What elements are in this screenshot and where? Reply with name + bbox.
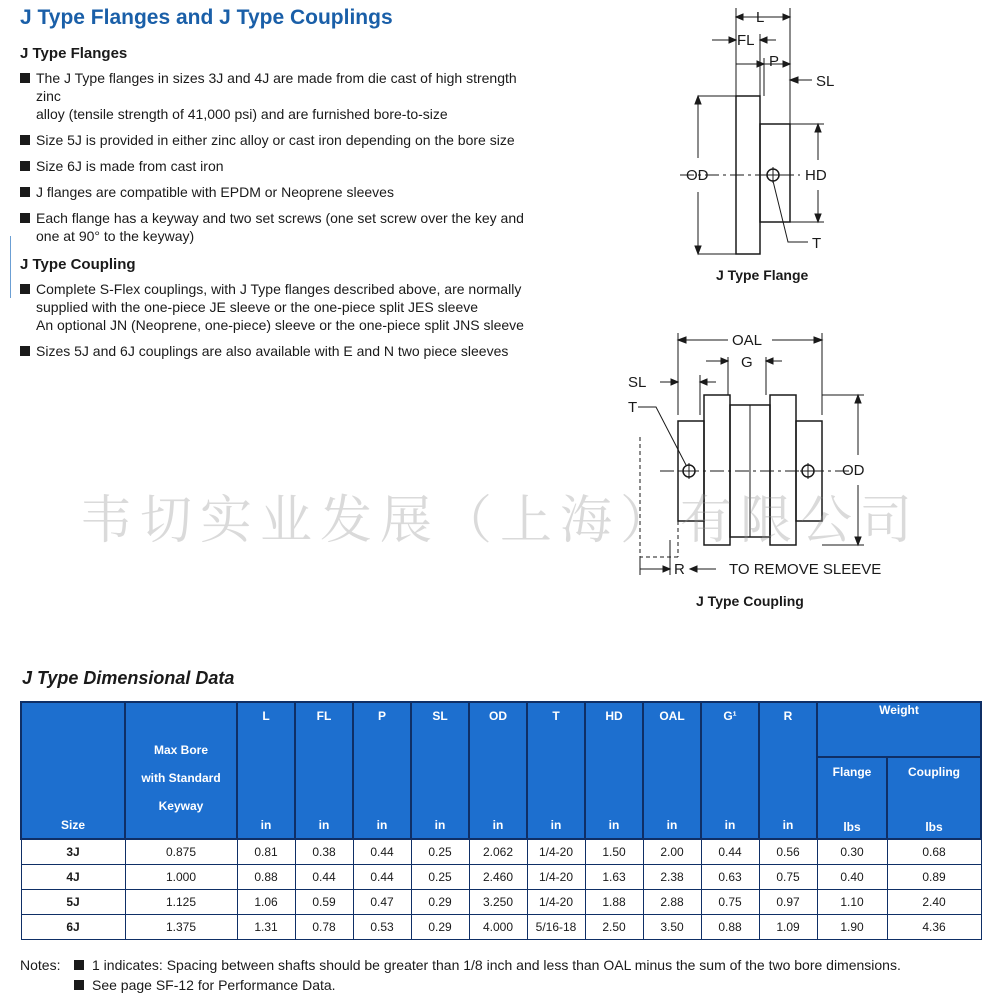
dim-label-T: T — [812, 235, 822, 252]
table-cell: 0.56 — [759, 839, 817, 865]
size-cell: 3J — [21, 839, 125, 865]
remove-sleeve-label: TO REMOVE SLEEVE — [729, 561, 882, 578]
table-cell: 0.97 — [759, 890, 817, 915]
dim-label-coupling-OD: OD — [842, 462, 865, 479]
flanges-bullet-list — [20, 69, 540, 253]
table-cell: 0.44 — [295, 865, 353, 890]
bullet-square — [20, 213, 30, 223]
table-cell: 0.44 — [353, 865, 411, 890]
table-cell: 0.53 — [353, 915, 411, 940]
table-cell: 3.250 — [469, 890, 527, 915]
dim-label-FL: FL — [737, 32, 755, 49]
dimensional-data-table — [20, 701, 982, 940]
table-row — [21, 890, 981, 915]
bullet-item — [20, 131, 540, 149]
bullet-square — [20, 161, 30, 171]
header-R: R in — [759, 702, 817, 839]
header-size: Size — [21, 702, 125, 839]
bullet-text: Sizes 5J and 6J couplings are also available with E and N two piece sleeves — [36, 343, 509, 359]
bullet-text: supplied with the one-piece JE sleeve or the one-piece split JES sleeve — [36, 299, 479, 315]
table-cell: 1.375 — [125, 915, 237, 940]
bullet-text: Each flange has a keyway and two set screws (one set screw over the key and — [36, 210, 524, 226]
table-cell: 0.40 — [817, 865, 887, 890]
header-L: L in — [237, 702, 295, 839]
bullet-text: one at 90° to the keyway) — [36, 228, 195, 244]
table-cell: 2.00 — [643, 839, 701, 865]
header-weight: Weight — [817, 702, 981, 757]
bullet-text: alloy (tensile strength of 41,000 psi) and are furnished bore-to-size — [36, 106, 448, 122]
table-cell: 0.25 — [411, 839, 469, 865]
table-row — [21, 839, 981, 865]
table-cell: 0.63 — [701, 865, 759, 890]
table-cell: 0.29 — [411, 915, 469, 940]
watermark: 韦切实业发展（上海）有限公司 — [79, 491, 920, 551]
table-cell: 1/4-20 — [527, 839, 585, 865]
table-cell: 1.000 — [125, 865, 237, 890]
bullet-text: Size 6J is made from cast iron — [36, 158, 224, 174]
flange-diagram-caption: J Type Flange — [716, 267, 809, 283]
table-cell: 5/16-18 — [527, 915, 585, 940]
dim-label-P: P — [769, 53, 780, 70]
header-weight-coupling: Coupling lbs — [887, 757, 981, 839]
header-HD: HD in — [585, 702, 643, 839]
table-cell: 1.06 — [237, 890, 295, 915]
table-cell: 0.25 — [411, 865, 469, 890]
table-cell: 1.09 — [759, 915, 817, 940]
table-cell: 2.50 — [585, 915, 643, 940]
table-cell: 2.062 — [469, 839, 527, 865]
header-weight-flange: Flange lbs — [817, 757, 887, 839]
notes-label: Notes: — [20, 957, 61, 973]
bullet-square — [20, 346, 30, 356]
table-cell: 0.59 — [295, 890, 353, 915]
table-cell: 0.30 — [817, 839, 887, 865]
table-cell: 0.78 — [295, 915, 353, 940]
table-cell: 0.88 — [701, 915, 759, 940]
table-cell: 0.44 — [353, 839, 411, 865]
flange-diagram — [660, 0, 860, 300]
table-cell: 1.125 — [125, 890, 237, 915]
dim-label-OD: OD — [686, 167, 709, 184]
dim-label-OAL: OAL — [732, 332, 763, 349]
header-max-bore: Max Bore with Standard Keyway — [125, 702, 237, 839]
table-cell: 1.63 — [585, 865, 643, 890]
table-cell: 0.875 — [125, 839, 237, 865]
table-cell: 2.460 — [469, 865, 527, 890]
header-SL: SL in — [411, 702, 469, 839]
table-cell: 4.000 — [469, 915, 527, 940]
dim-label-coupling-SL: SL — [628, 374, 647, 391]
size-cell: 5J — [21, 890, 125, 915]
bullet-item — [20, 69, 540, 123]
coupling-heading: J Type Coupling — [20, 256, 136, 273]
header-G: G¹ in — [701, 702, 759, 839]
table-cell: 1.10 — [817, 890, 887, 915]
note-item: See page SF-12 for Performance Data. — [20, 975, 901, 995]
table-cell: 2.38 — [643, 865, 701, 890]
bullet-item — [20, 280, 540, 334]
bullet-text: Complete S-Flex couplings, with J Type flanges described above, are normally — [36, 281, 522, 297]
table-cell: 0.47 — [353, 890, 411, 915]
dim-label-G: G — [741, 354, 753, 371]
table-cell: 0.75 — [759, 865, 817, 890]
table-cell: 0.38 — [295, 839, 353, 865]
header-T: T in — [527, 702, 585, 839]
table-row — [21, 915, 981, 940]
header-P: P in — [353, 702, 411, 839]
table-cell: 0.81 — [237, 839, 295, 865]
table-cell: 4.36 — [887, 915, 981, 940]
header-OD: OD in — [469, 702, 527, 839]
header-FL: FL in — [295, 702, 353, 839]
table-cell: 0.88 — [237, 865, 295, 890]
note-item: 1 indicates: Spacing between shafts should be greater than 1/8 inch and less than OAL minus the sum of the two bore dimensions. — [20, 955, 901, 975]
bullet-square — [20, 73, 30, 83]
table-cell: 0.44 — [701, 839, 759, 865]
margin-marker — [10, 236, 11, 298]
dim-label-HD: HD — [805, 167, 827, 184]
page-title: J Type Flanges and J Type Couplings — [20, 6, 393, 29]
table-cell: 1/4-20 — [527, 890, 585, 915]
table-cell: 1.50 — [585, 839, 643, 865]
flanges-heading: J Type Flanges — [20, 45, 128, 62]
bullet-item — [20, 342, 540, 360]
bullet-square — [20, 135, 30, 145]
table-cell: 0.29 — [411, 890, 469, 915]
dim-label-coupling-T: T — [628, 399, 638, 416]
bullet-text: An optional JN (Neoprene, one-piece) sleeve or the one-piece split JNS sleeve — [36, 317, 524, 333]
table-cell: 0.75 — [701, 890, 759, 915]
bullet-text: J flanges are compatible with EPDM or Neoprene sleeves — [36, 184, 394, 200]
size-cell: 4J — [21, 865, 125, 890]
size-cell: 6J — [21, 915, 125, 940]
table-cell: 0.89 — [887, 865, 981, 890]
table-cell: 2.88 — [643, 890, 701, 915]
bullet-item — [20, 209, 540, 245]
coupling-diagram-caption: J Type Coupling — [696, 593, 804, 609]
table-cell: 3.50 — [643, 915, 701, 940]
dim-label-R: R — [674, 561, 685, 578]
dim-label-SL: SL — [816, 73, 835, 90]
header-OAL: OAL in — [643, 702, 701, 839]
bullet-text: The J Type flanges in sizes 3J and 4J are made from die cast of high strength zinc — [36, 70, 517, 104]
bullet-item — [20, 157, 540, 175]
table-cell: 2.40 — [887, 890, 981, 915]
table-cell: 1.90 — [817, 915, 887, 940]
table-title: J Type Dimensional Data — [22, 668, 235, 688]
coupling-bullet-list — [20, 280, 540, 368]
bullet-item — [20, 183, 540, 201]
bullet-square — [20, 284, 30, 294]
table-cell: 0.68 — [887, 839, 981, 865]
dim-label-L: L — [756, 9, 765, 26]
table-cell: 1.31 — [237, 915, 295, 940]
table-cell: 1.88 — [585, 890, 643, 915]
notes — [20, 955, 901, 995]
table-row — [21, 865, 981, 890]
table-cell: 1/4-20 — [527, 865, 585, 890]
bullet-square — [20, 187, 30, 197]
bullet-text: Size 5J is provided in either zinc alloy or cast iron depending on the bore size — [36, 132, 515, 148]
coupling-diagram — [620, 325, 920, 615]
